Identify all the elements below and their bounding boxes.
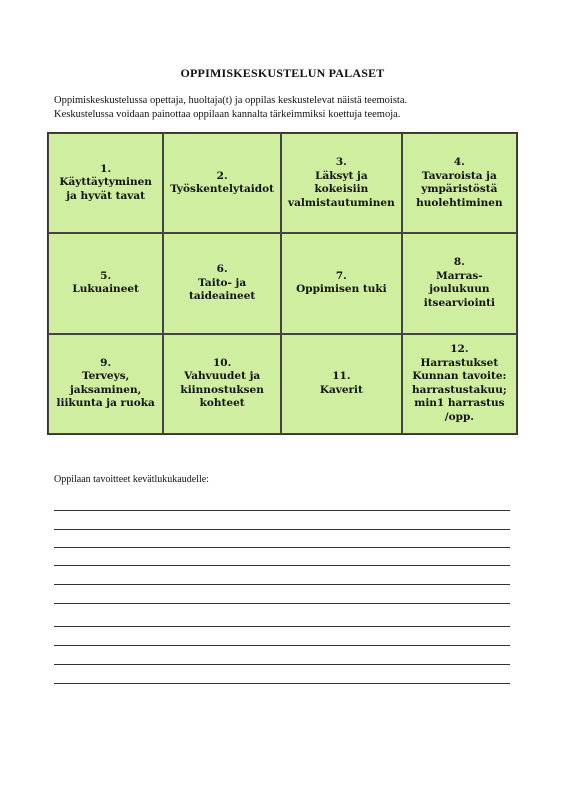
intro-line-2: Keskustelussa voidaan painottaa oppilaan kannalta tärkeimmiksi koettuja teemoja.	[54, 109, 401, 120]
writing-line	[54, 529, 510, 530]
intro-text	[54, 94, 407, 122]
topic-cell-8: 8. Marras-joulukuun itsearviointi	[402, 233, 517, 333]
writing-line	[54, 603, 510, 604]
writing-line	[54, 683, 510, 684]
writing-line	[54, 626, 510, 627]
topic-cell-9: 9. Terveys, jaksaminen, liikunta ja ruoka	[48, 334, 163, 434]
topic-cell-6: 6. Taito- ja taideaineet	[163, 233, 281, 333]
intro-line-1: Oppimiskeskustelussa opettaja, huoltaja(t) ja oppilas keskustelevat näistä teemoista.	[54, 95, 408, 106]
topic-cell-11: 11. Kaverit	[281, 334, 402, 434]
topics-grid	[47, 132, 518, 435]
page-title: OPPIMISKESKUSTELUN PALASET	[180, 66, 385, 80]
goals-label: Oppilaan tavoitteet kevätlukukaudelle:	[54, 474, 209, 485]
topic-cell-3: 3. Läksyt ja kokeisiin valmistautuminen	[281, 133, 402, 233]
topic-cell-12: 12. Harrastukset Kunnan tavoite: harrastustakuu; min1 harrastus /opp.	[402, 334, 517, 434]
writing-line	[54, 584, 510, 585]
writing-line	[54, 510, 510, 511]
topic-cell-1: 1. Käyttäytyminen ja hyvät tavat	[48, 133, 163, 233]
topic-cell-7: 7. Oppimisen tuki	[281, 233, 402, 333]
topic-cell-5: 5. Lukuaineet	[48, 233, 163, 333]
topic-cell-10: 10. Vahvuudet ja kiinnostuksen kohteet	[163, 334, 281, 434]
topic-cell-2: 2. Työskentelytaidot	[163, 133, 281, 233]
writing-line	[54, 547, 510, 548]
writing-line	[54, 645, 510, 646]
writing-line	[54, 565, 510, 566]
topic-cell-4: 4. Tavaroista ja ympäristöstä huolehtiminen	[402, 133, 517, 233]
writing-line	[54, 664, 510, 665]
